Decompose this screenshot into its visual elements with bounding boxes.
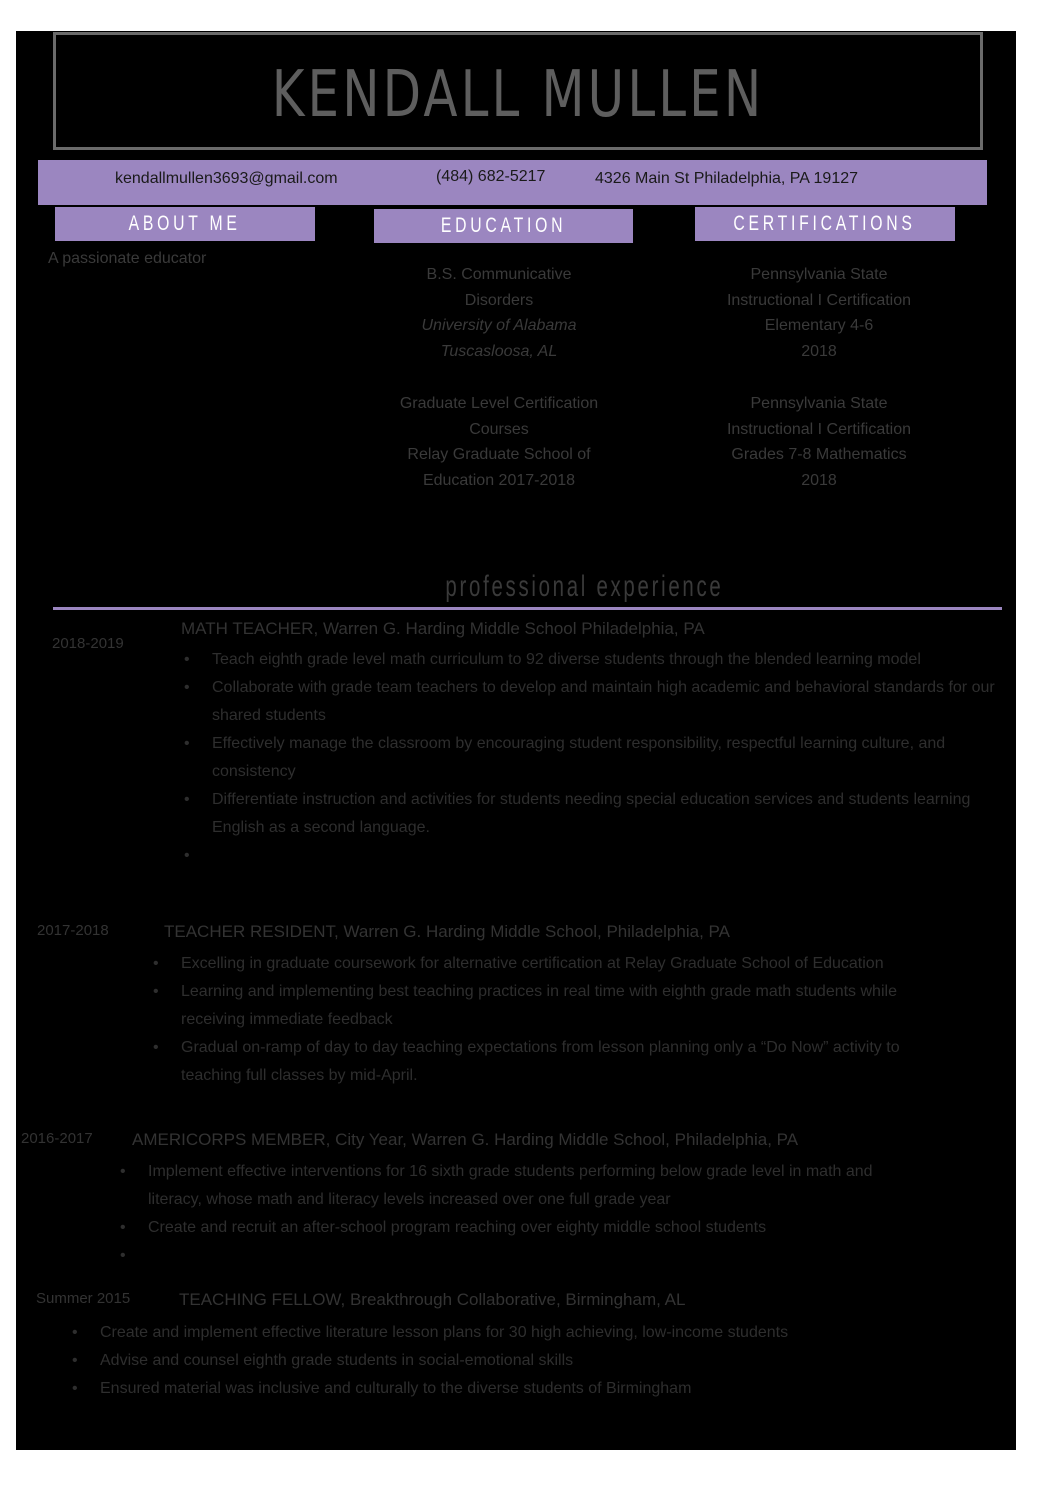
job-bullet: • Ensured material was inclusive and culturally to the diverse students of Birmingham	[100, 1375, 920, 1403]
certification-line: Instructional I Certification	[726, 420, 912, 438]
job-years: 2016-2017	[21, 1130, 93, 1147]
job-bullet: • Effectively manage the classroom by encouraging student responsibility, respectful learning culture, and consistency	[212, 730, 1002, 786]
education-line: Graduate Level Certification	[399, 395, 599, 412]
job-bullet: • Create and implement effective literature lesson plans for 30 high achieving, low-income students	[100, 1319, 920, 1347]
education-entry-2	[369, 391, 629, 493]
education-school: University of Alabama	[421, 317, 577, 334]
job-title: TEACHING FELLOW, Breakthrough Collaborative, Birmingham, AL	[179, 1290, 686, 1309]
job-bullet: • Teach eighth grade level math curriculum to 92 diverse students through the blended learning model	[212, 646, 1002, 674]
about-me-text: A passionate educator	[48, 250, 207, 267]
certification-entry-1	[689, 262, 949, 364]
contact-phone[interactable]: (484) 682-5217	[436, 168, 546, 185]
education-location: Tuscasloosa, AL	[440, 342, 558, 360]
contact-bar	[38, 160, 987, 205]
certification-line: 2018	[801, 342, 837, 360]
education-entry-1	[369, 262, 629, 364]
job-title: TEACHER RESIDENT, Warren G. Harding Middle School, Philadelphia, PA	[164, 922, 730, 941]
education-line: B.S. Communicative	[426, 266, 572, 283]
job-bullet	[148, 1242, 898, 1270]
contact-email[interactable]: kendallmullen3693@gmail.com	[115, 170, 338, 187]
about-me-tab: ABOUT ME	[55, 207, 315, 241]
contact-address: 4326 Main St Philadelphia, PA 19127	[595, 170, 859, 187]
professional-experience-heading: professional experience	[445, 570, 724, 603]
job-bullet: • Learning and implementing best teaching practices in real time with eighth grade math students while receiving immediate feedback	[181, 978, 901, 1034]
job-bullet: • Implement effective interventions for 16 sixth grade students performing below grade level in math and literacy, whose math and literacy levels increased over one full grade year	[148, 1158, 898, 1214]
job-bullet: • Advise and counsel eighth grade students in social-emotional skills	[100, 1347, 920, 1375]
candidate-name: KENDALL MULLEN	[271, 58, 765, 132]
job-title: MATH TEACHER, Warren G. Harding Middle School Philadelphia, PA	[181, 619, 705, 638]
job-bullets	[100, 1319, 920, 1403]
certification-line: Pennsylvania State	[750, 395, 888, 412]
job-years: 2017-2018	[37, 922, 109, 939]
job-bullets	[212, 646, 1002, 870]
education-line: Disorders	[464, 291, 534, 309]
job-bullet: • Create and recruit an after-school program reaching over eighty middle school students	[148, 1214, 898, 1242]
job-bullet: • Excelling in graduate coursework for alternative certification at Relay Graduate School of Education	[181, 950, 901, 978]
certifications-tab: CERTIFICATIONS	[695, 207, 955, 241]
name-box	[53, 32, 983, 150]
certification-line: Elementary 4-6	[764, 317, 874, 334]
job-bullets	[148, 1158, 898, 1270]
certification-entry-2	[689, 391, 949, 493]
job-title: AMERICORPS MEMBER, City Year, Warren G. Harding Middle School, Philadelphia, PA	[132, 1130, 799, 1149]
certification-line: Grades 7-8 Mathematics	[731, 446, 907, 463]
job-bullets	[181, 950, 901, 1090]
job-years: Summer 2015	[36, 1290, 131, 1307]
education-line: Courses	[469, 420, 529, 438]
certification-line: Instructional I Certification	[726, 291, 912, 309]
job-years: 2018-2019	[52, 635, 124, 652]
job-bullet: • Differentiate instruction and activities for students needing special education services and students learning English as a second language.	[212, 786, 1002, 842]
education-line: Education 2017-2018	[422, 471, 576, 489]
job-bullet	[212, 842, 1002, 870]
job-bullet: • Collaborate with grade team teachers to develop and maintain high academic and behavioral standards for our shared students	[212, 674, 1002, 730]
certification-line: Pennsylvania State	[750, 266, 888, 283]
section-divider	[53, 607, 1002, 610]
certification-line: 2018	[801, 471, 837, 489]
education-tab: EDUCATION	[374, 209, 633, 243]
education-line: Relay Graduate School of	[407, 446, 591, 463]
job-bullet: • Gradual on-ramp of day to day teaching expectations from lesson planning only a “Do Now” activity to teaching full classes by mid-April.	[181, 1034, 901, 1090]
